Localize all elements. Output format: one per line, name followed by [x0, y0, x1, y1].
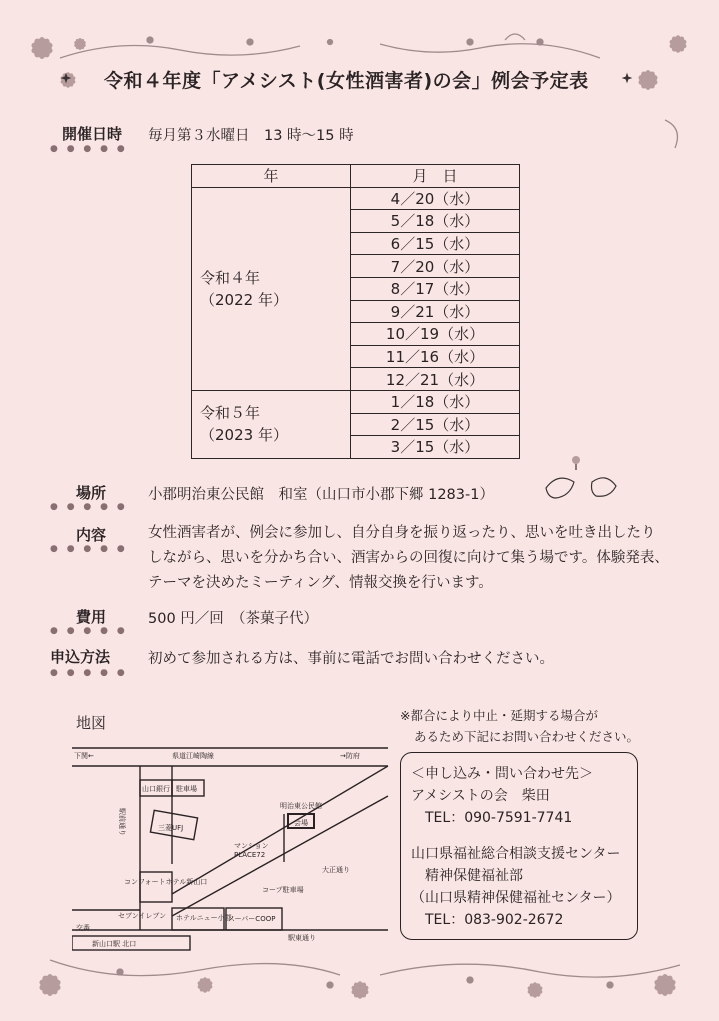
map-label-place72: PLACE72 — [234, 851, 266, 859]
notice-line1: ※都合により中止・延期する場合が — [400, 708, 598, 723]
date-cell: 12／21（水） — [351, 368, 520, 391]
map-label-sanko: 三菱UFJ — [158, 824, 184, 832]
map-label-station: 新山口駅 北口 — [92, 940, 137, 948]
era-label: 令和５年 — [200, 404, 261, 423]
year-cell — [192, 390, 351, 458]
content-label: 内容 — [76, 526, 107, 544]
contact-alias: （山口県精神保健福祉センター） — [411, 890, 621, 906]
contact-tel1: TEL：090-7591-7741 — [425, 810, 573, 826]
map-label-hofu: →防府 — [340, 752, 360, 760]
date-cell: 4／20（水） — [351, 187, 520, 210]
map-label: 地図 — [76, 714, 107, 732]
contact-dept: 精神保健福祉部 — [425, 868, 523, 884]
contact-heading: ＜申し込み・問い合わせ先＞ — [411, 766, 593, 782]
era-label: 令和４年 — [200, 268, 261, 287]
map-label-comfort: コンフォートホテル新山口 — [124, 878, 208, 886]
contact-org2: 山口県福祉総合相談支援センター — [411, 846, 621, 862]
date-cell: 9／21（水） — [351, 300, 520, 323]
date-cell: 1／18（水） — [351, 390, 520, 413]
page-title: 令和４年度「アメシスト(女性酒害者)の会」例会予定表 — [104, 70, 589, 92]
year-cell — [192, 187, 351, 390]
fee-label: 費用 — [76, 608, 107, 626]
contact-tel2: TEL：083-902-2672 — [425, 912, 564, 928]
place-label: 場所 — [76, 484, 107, 502]
map-label-venue-name: 明治東公民館 — [280, 802, 322, 810]
map-label-koban: 交番 — [76, 924, 90, 932]
date-cell: 3／15（水） — [351, 436, 520, 459]
divider-dots: ● ● ● ● ● — [50, 668, 128, 678]
date-cell: 10／19（水） — [351, 323, 520, 346]
map-label-mansion: マンション — [234, 842, 269, 850]
map-label-bank: 山口銀行 — [142, 785, 170, 793]
divider-dots: ● ● ● ● ● — [50, 544, 128, 554]
map-label-parking: 駐車場 — [176, 785, 197, 793]
content-text — [148, 521, 668, 596]
date-cell: 11／16（水） — [351, 345, 520, 368]
map-label-hotel: ホテルニュー小郡 — [176, 914, 232, 922]
map-label-coop-parking: コープ駐車場 — [262, 886, 304, 894]
fee-value: 500 円／回 （茶菓子代） — [148, 611, 319, 627]
date-cell: 6／15（水） — [351, 232, 520, 255]
held-label: 開催日時 — [62, 125, 123, 143]
schedule-table — [191, 164, 520, 459]
divider-dots: ● ● ● ● ● — [50, 144, 128, 154]
year-label: （2023 年） — [200, 426, 288, 445]
apply-label: 申込方法 — [50, 648, 111, 666]
content-line: 女性酒害者が、例会に参加し、自分自身を振り返ったり、思いを吐き出したり — [148, 525, 656, 541]
date-cell: 7／20（水） — [351, 255, 520, 278]
header-year: 年 — [192, 165, 351, 188]
map-label-super: スーパーCOOP — [228, 915, 276, 923]
map-label-road-top: 県道江崎陶線 — [172, 752, 214, 760]
date-cell: 8／17（水） — [351, 277, 520, 300]
divider-dots: ● ● ● ● ● — [50, 502, 128, 512]
map-label-oshomichi: 大正通り — [322, 866, 350, 874]
contact-org1: アメシストの会 柴田 — [411, 788, 550, 804]
date-cell: 5／18（水） — [351, 210, 520, 233]
divider-dots: ● ● ● ● ● — [50, 626, 128, 636]
date-cell: 2／15（水） — [351, 413, 520, 436]
notice-line2: あるため下記にお問い合わせください。 — [414, 729, 640, 744]
content-line: しながら、思いを分かち合い、酒害からの回復に向けて集う場です。体験発表、 — [148, 550, 669, 566]
map-label-venue: 会場 — [294, 819, 308, 827]
map-label-shimonoseki: 下関← — [74, 752, 94, 760]
header-date: 月 日 — [351, 165, 520, 188]
place-value: 小郡明治東公民館 和室（山口市小郡下郷 1283-1） — [148, 487, 494, 503]
year-label: （2022 年） — [200, 290, 288, 309]
map-label-ekihigashi: 駅東通り — [288, 934, 316, 942]
content-line: テーマを決めたミーティング、情報交換を行います。 — [148, 575, 493, 591]
apply-value: 初めて参加される方は、事前に電話でお問い合わせください。 — [148, 651, 554, 667]
map-label-seven: セブンイレブン — [118, 912, 167, 920]
map-label-station-road: 駅前通り — [118, 808, 126, 836]
contact-box — [400, 752, 638, 940]
held-value: 毎月第３水曜日 13 時〜15 時 — [148, 128, 354, 144]
access-map — [72, 744, 390, 952]
